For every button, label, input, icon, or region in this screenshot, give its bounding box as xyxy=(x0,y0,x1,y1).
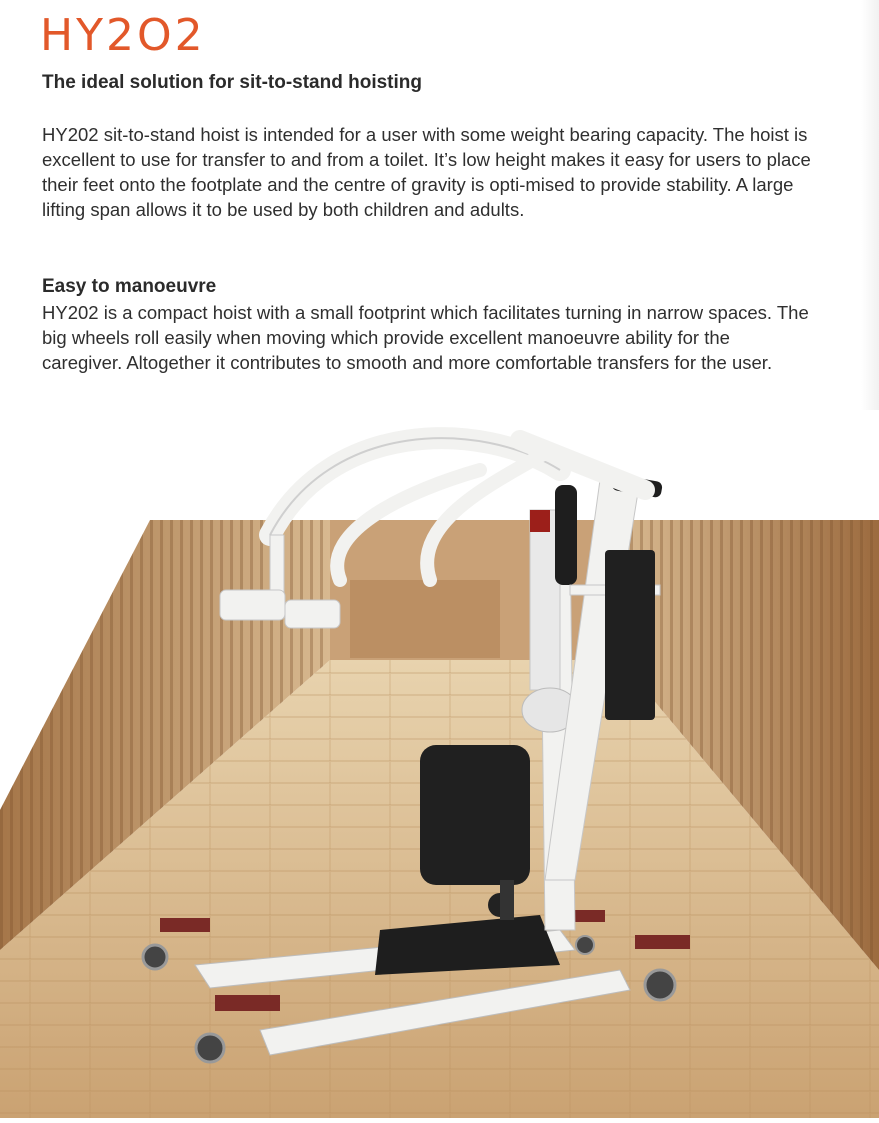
page-title: HY2O2 xyxy=(40,10,206,61)
product-photo xyxy=(0,410,879,1118)
page-subtitle: The ideal solution for sit-to-stand hoisting xyxy=(42,72,422,93)
intro-paragraph: HY202 sit-to-stand hoist is intended for a user with some weight bearing capacity. The hoist is excellent to use for transfer to and from a toilet. It’s low height makes it easy for users to place their feet onto the footplate and the centre of gravity is opti-mised to provide stability. A large lifting span allows it to be used by both children and adults. xyxy=(42,124,811,220)
section-heading: Easy to manoeuvre xyxy=(42,276,217,297)
hoist-icon xyxy=(0,410,879,1118)
page-edge-shade xyxy=(861,0,879,410)
section-paragraph: HY202 is a compact hoist with a small footprint which facilitates turning in narrow spaces. The big wheels roll easily when moving which provide excellent manoeuvre ability for the caregiver. Altogether it contributes to smooth and more comfortable transfers for the user. xyxy=(42,302,809,373)
